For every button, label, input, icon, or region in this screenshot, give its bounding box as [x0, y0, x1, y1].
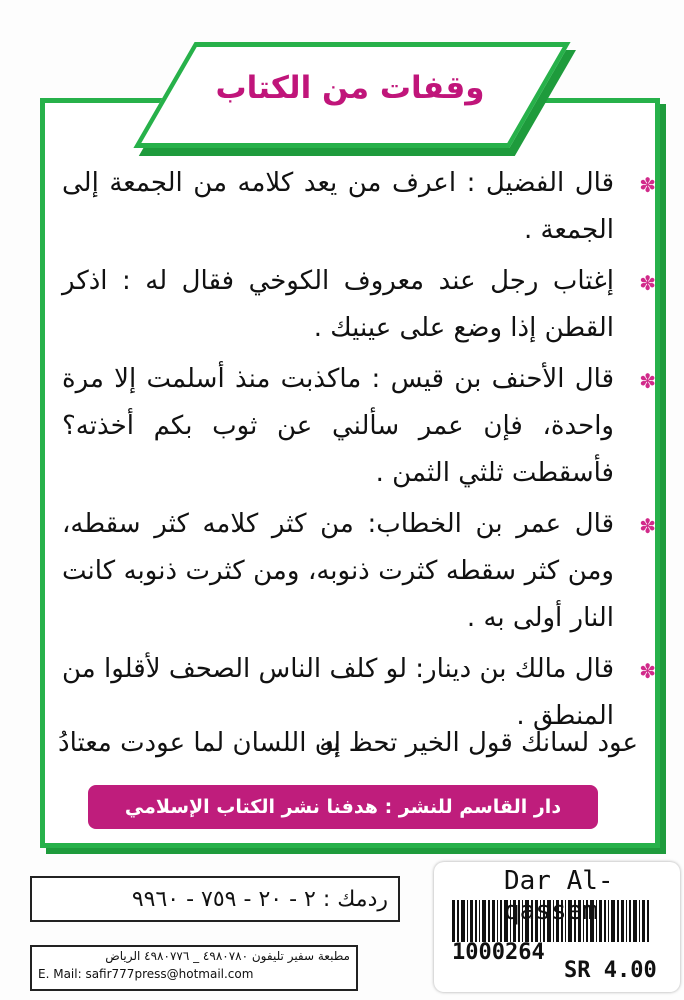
- price-sticker: [434, 862, 680, 992]
- printer-info: مطبعة سفير تليفون ٤٩٨٠٧٨٠ _ ٤٩٨٠٧٧٦ الرياض: [105, 949, 350, 963]
- flower-bullet-icon: ✽: [639, 659, 656, 683]
- quote-item: [62, 646, 656, 740]
- isbn-box: ردمك : ٢ - ٢٠ - ٧٥٩ - ٩٩٦٠: [30, 876, 400, 922]
- quote-text: إغتاب رجل عند معروف الكوخي فقال له : اذكر القطن إذا وضع على عينيك .: [62, 266, 614, 343]
- sticker-price: SR 4.00: [564, 958, 657, 983]
- quote-item: [62, 501, 656, 642]
- printer-box: [30, 945, 358, 991]
- flower-bullet-icon: ✽: [639, 514, 656, 538]
- quote-text: قال الفضيل : اعرف من يعد كلامه من الجمعة إلى الجمعة .: [62, 168, 614, 245]
- quote-item: [62, 258, 656, 352]
- poem-second-half: إن اللسان لما عودت معتادُ: [58, 728, 342, 758]
- section-title: وقفات من الكتاب: [215, 70, 485, 106]
- printer-email: E. Mail: safir777press@hotmail.com: [38, 967, 254, 981]
- sticker-code: 1000264: [452, 940, 545, 965]
- quotes-list: [62, 160, 656, 744]
- quote-text: قال عمر بن الخطاب: من كثر كلامه كثر سقطه، ومن كثر سقطه كثرت ذنوبه، ومن كثرت ذنوبه كانت النار أولى به .: [62, 509, 614, 633]
- quote-text: قال الأحنف بن قيس : ماكذبت منذ أسلمت إلا مرة واحدة، فإن عمر سألني عن ثوب بكم أخذته؟ فأسقطت ثلثي الثمن .: [62, 364, 614, 488]
- quote-text: قال مالك بن دينار: لو كلف الناس الصحف لأقلوا من المنطق .: [62, 654, 614, 731]
- publisher-banner: دار القاسم للنشر : هدفنا نشر الكتاب الإسلامي: [88, 785, 598, 829]
- quote-item: [62, 356, 656, 497]
- barcode-icon: [452, 900, 652, 942]
- poem-first-half: عود لسانك قول الخير تحظ به: [319, 728, 638, 758]
- flower-bullet-icon: ✽: [639, 271, 656, 295]
- flower-bullet-icon: ✽: [639, 369, 656, 393]
- quote-item: [62, 160, 656, 254]
- flower-bullet-icon: ✽: [639, 173, 656, 197]
- sticker-publisher: Dar Al-q ssem: [504, 866, 614, 926]
